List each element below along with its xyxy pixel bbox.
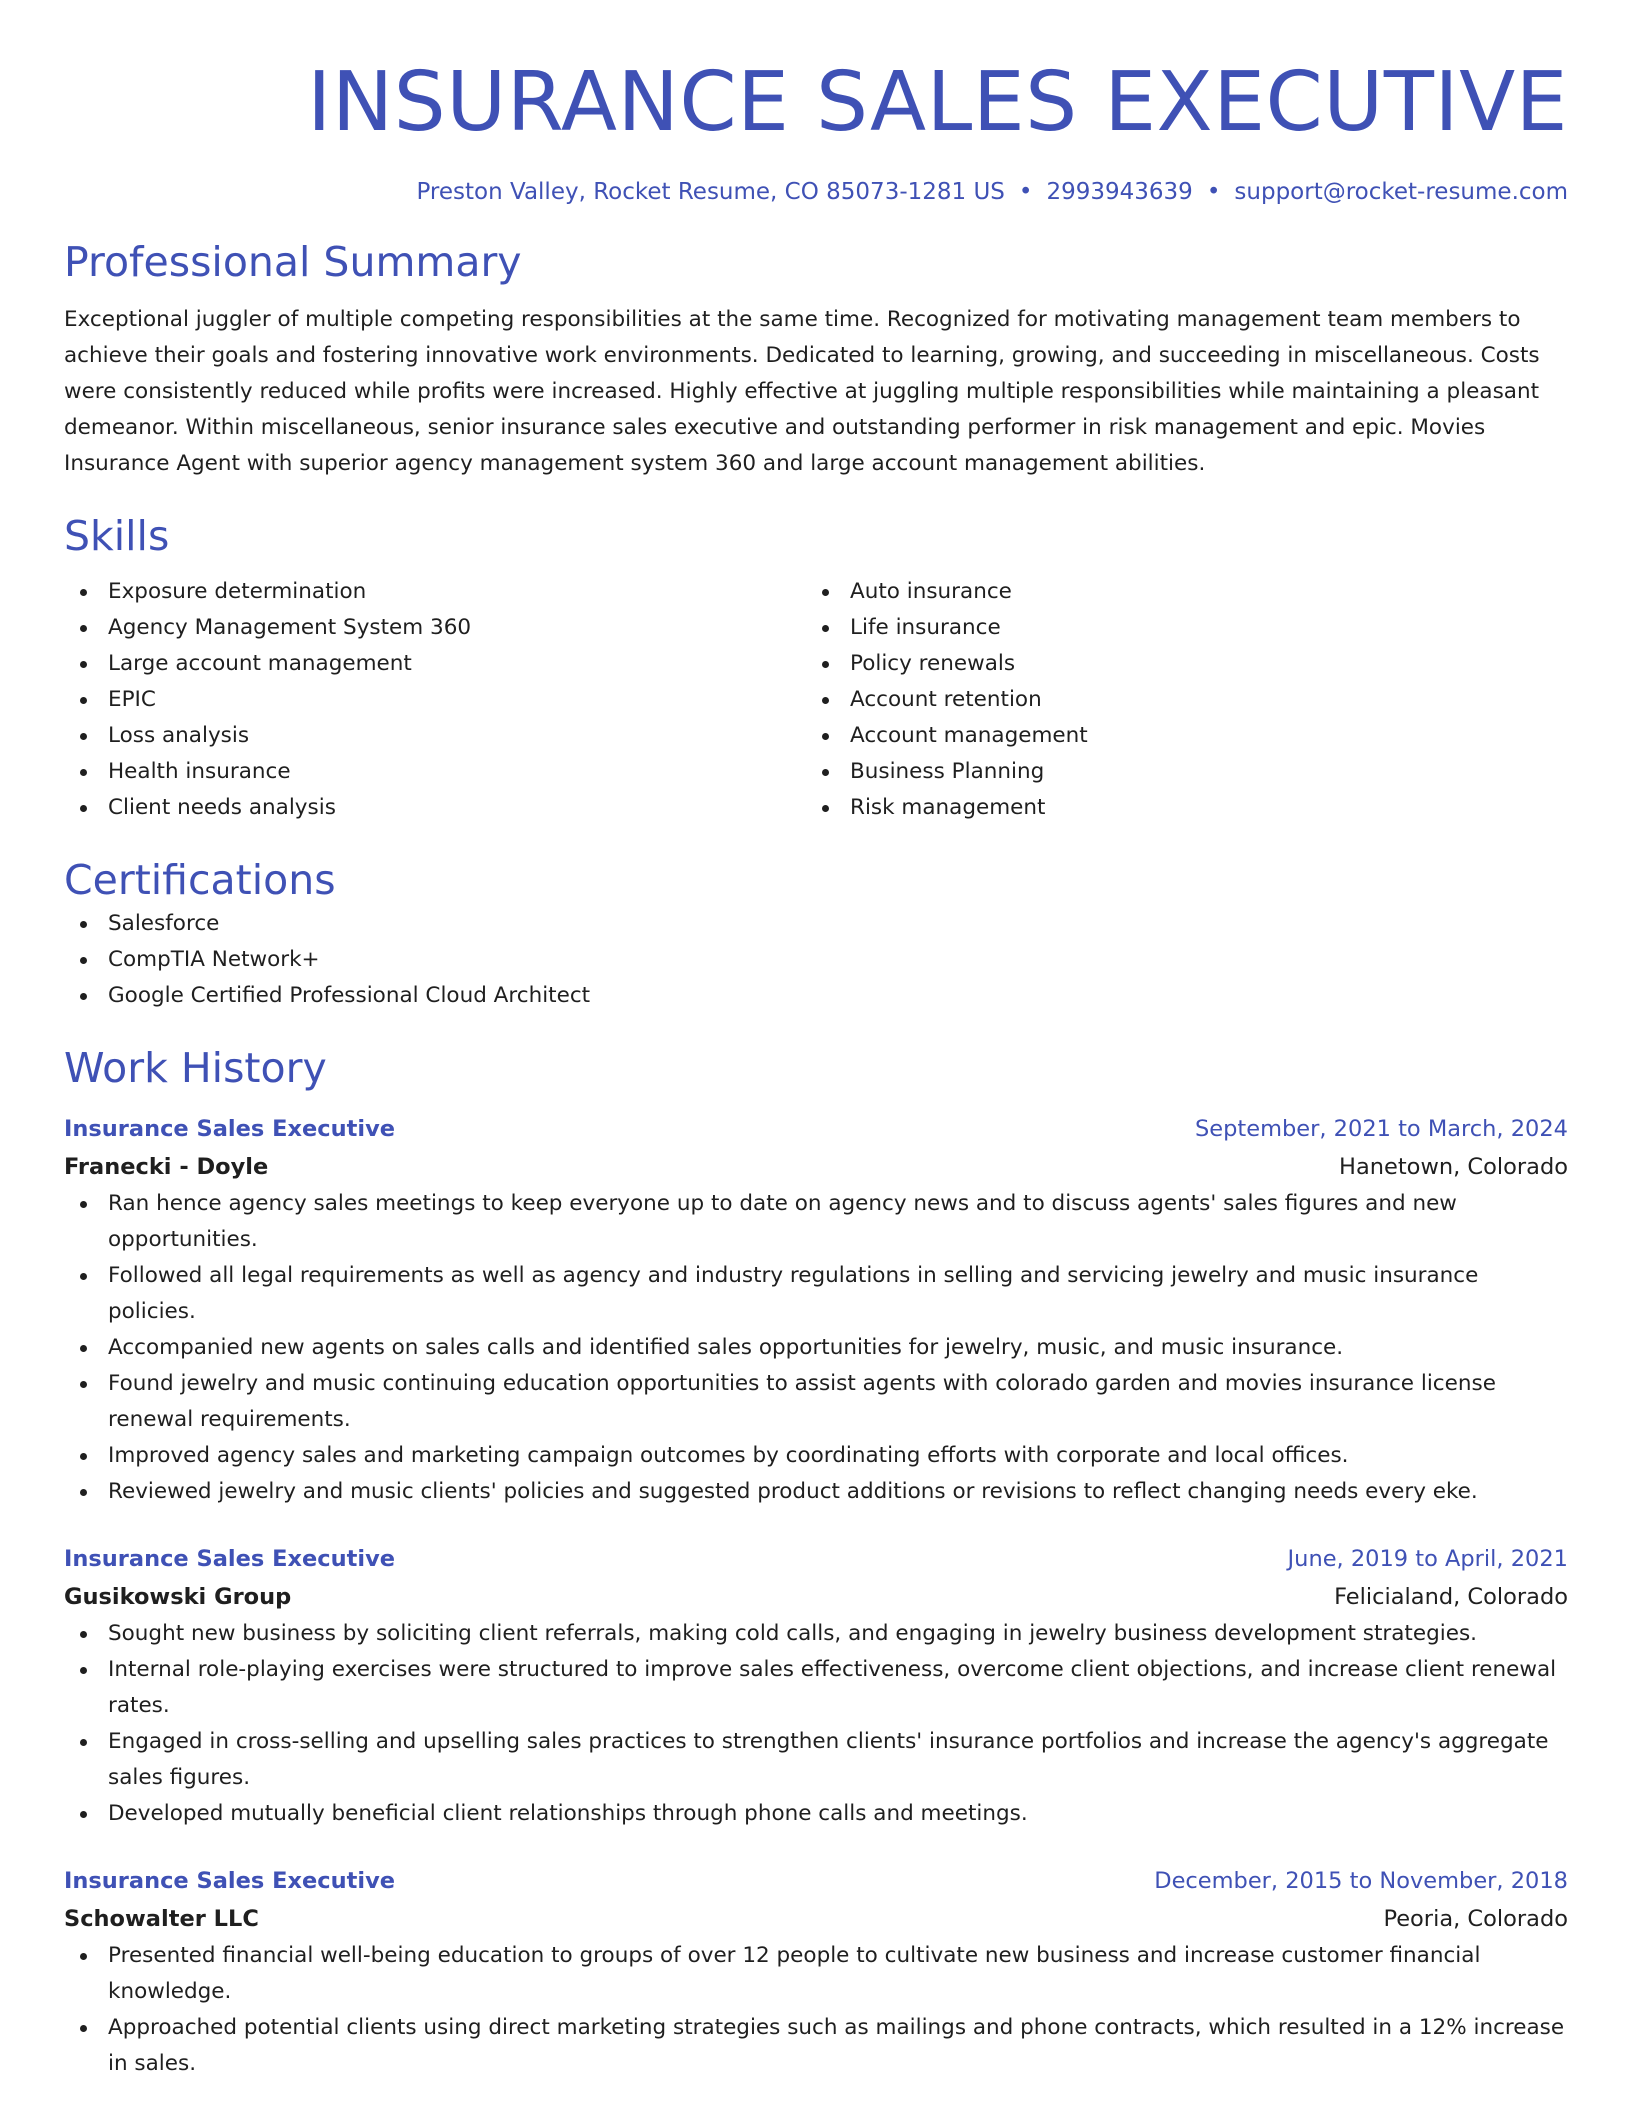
- job-header-row: [64, 1110, 1568, 1148]
- contact-line: [64, 176, 1568, 208]
- job-entry: [64, 1862, 1568, 2082]
- skills-list-right: [806, 574, 1548, 826]
- skill-item: EPIC: [64, 682, 806, 718]
- job-header-row: [64, 1862, 1568, 1900]
- skill-item: Exposure determination: [64, 574, 806, 610]
- job-bullet: Presented financial well-being education to groups of over 12 people to cultivate new business and increase customer financial knowledge.: [64, 1938, 1568, 2010]
- skill-item: Loss analysis: [64, 718, 806, 754]
- job-entry: [64, 1110, 1568, 1510]
- skills-heading: Skills: [64, 512, 170, 560]
- job-bullet: Developed mutually beneficial client relationships through phone calls and meetings.: [64, 1796, 1568, 1832]
- job-bullet: Reviewed jewelry and music clients' policies and suggested product additions or revisions to reflect changing needs every eke.: [64, 1474, 1568, 1510]
- contact-phone: 2993943639: [1046, 179, 1193, 205]
- certifications-list: [64, 906, 1568, 1014]
- skills-column-left: [64, 574, 806, 826]
- job-dates: December, 2015 to November, 2018: [1154, 1868, 1568, 1894]
- skill-item: Account retention: [806, 682, 1548, 718]
- skill-item: Policy renewals: [806, 646, 1548, 682]
- job-bullet: Improved agency sales and marketing campaign outcomes by coordinating efforts with corporate and local offices.: [64, 1438, 1568, 1474]
- job-location: Peoria, Colorado: [1383, 1906, 1568, 1932]
- job-bullet: Found jewelry and music continuing education opportunities to assist agents with colorado garden and movies insurance license renewal requirements.: [64, 1366, 1568, 1438]
- job-company: Gusikowski Group: [64, 1584, 292, 1610]
- job-bullet: Approached potential clients using direct marketing strategies such as mailings and phone contracts, which resulted in a 12% increase in sales.: [64, 2010, 1568, 2082]
- job-dates: September, 2021 to March, 2024: [1195, 1116, 1568, 1142]
- skills-column-right: [806, 574, 1548, 826]
- skill-item: Health insurance: [64, 754, 806, 790]
- certifications-heading: Certifications: [64, 856, 336, 904]
- job-header-row: [64, 1540, 1568, 1578]
- job-bullet: Accompanied new agents on sales calls and identified sales opportunities for jewelry, music, and music insurance.: [64, 1330, 1568, 1366]
- skill-item: Large account management: [64, 646, 806, 682]
- job-company-row: [64, 1578, 1568, 1616]
- summary-heading: Professional Summary: [64, 238, 522, 286]
- job-company: Schowalter LLC: [64, 1906, 259, 1932]
- job-location: Hanetown, Colorado: [1339, 1154, 1568, 1180]
- job-bullet: Engaged in cross-selling and upselling sales practices to strengthen clients' insurance portfolios and increase the agency's aggregate sales figures.: [64, 1724, 1568, 1796]
- job-entry: [64, 1540, 1568, 1832]
- contact-separator: •: [1018, 179, 1033, 205]
- certification-item: Google Certified Professional Cloud Architect: [64, 978, 1568, 1014]
- resume-page: [64, 0, 1568, 2082]
- job-title: Insurance Sales Executive: [64, 1868, 396, 1894]
- job-title: Insurance Sales Executive: [64, 1546, 396, 1572]
- job-title: Insurance Sales Executive: [64, 1116, 396, 1142]
- contact-separator: •: [1206, 179, 1221, 205]
- job-company-row: [64, 1900, 1568, 1938]
- skill-item: Account management: [806, 718, 1548, 754]
- skill-item: Auto insurance: [806, 574, 1548, 610]
- job-bullet: Followed all legal requirements as well as agency and industry regulations in selling and servicing jewelry and music insurance policies.: [64, 1258, 1568, 1330]
- contact-email: support@rocket-resume.com: [1234, 179, 1568, 205]
- job-location: Felicialand, Colorado: [1334, 1584, 1568, 1610]
- contact-address: Preston Valley, Rocket Resume, CO 85073-1281 US: [416, 179, 1005, 205]
- certification-item: CompTIA Network+: [64, 942, 1568, 978]
- skills-list-left: [64, 574, 806, 826]
- skill-item: Client needs analysis: [64, 790, 806, 826]
- skills-grid: [64, 574, 1568, 826]
- work-history-heading: Work History: [64, 1044, 327, 1092]
- job-bullet-list: [64, 1616, 1568, 1832]
- job-bullet: Internal role-playing exercises were structured to improve sales effectiveness, overcome client objections, and increase client renewal rates.: [64, 1652, 1568, 1724]
- resume-name: INSURANCE SALES EXECUTIVE: [307, 55, 1568, 150]
- job-company-row: [64, 1148, 1568, 1186]
- job-bullet: Ran hence agency sales meetings to keep everyone up to date on agency news and to discuss agents' sales figures and new opportunities.: [64, 1186, 1568, 1258]
- skill-item: Life insurance: [806, 610, 1548, 646]
- job-company: Franecki - Doyle: [64, 1154, 269, 1180]
- job-dates: June, 2019 to April, 2021: [1287, 1546, 1568, 1572]
- certification-item: Salesforce: [64, 906, 1568, 942]
- summary-text: Exceptional juggler of multiple competing responsibilities at the same time. Recognized for motivating management team members to achieve their goals and fostering innovative work environments. Dedicated to learning, growing, and succeeding in miscellaneous. Costs were consistently reduced while profits were increased. Highly effective at juggling multiple responsibilities while maintaining a pleasant demeanor. Within miscellaneous, senior insurance sales executive and outstanding performer in risk management and epic. Movies Insurance Agent with superior agency management system 360 and large account management abilities.: [64, 307, 1540, 476]
- skill-item: Business Planning: [806, 754, 1548, 790]
- job-bullet-list: [64, 1186, 1568, 1510]
- job-bullet-list: [64, 1938, 1568, 2082]
- job-bullet: Sought new business by soliciting client referrals, making cold calls, and engaging in jewelry business development strategies.: [64, 1616, 1568, 1652]
- skill-item: Risk management: [806, 790, 1548, 826]
- skill-item: Agency Management System 360: [64, 610, 806, 646]
